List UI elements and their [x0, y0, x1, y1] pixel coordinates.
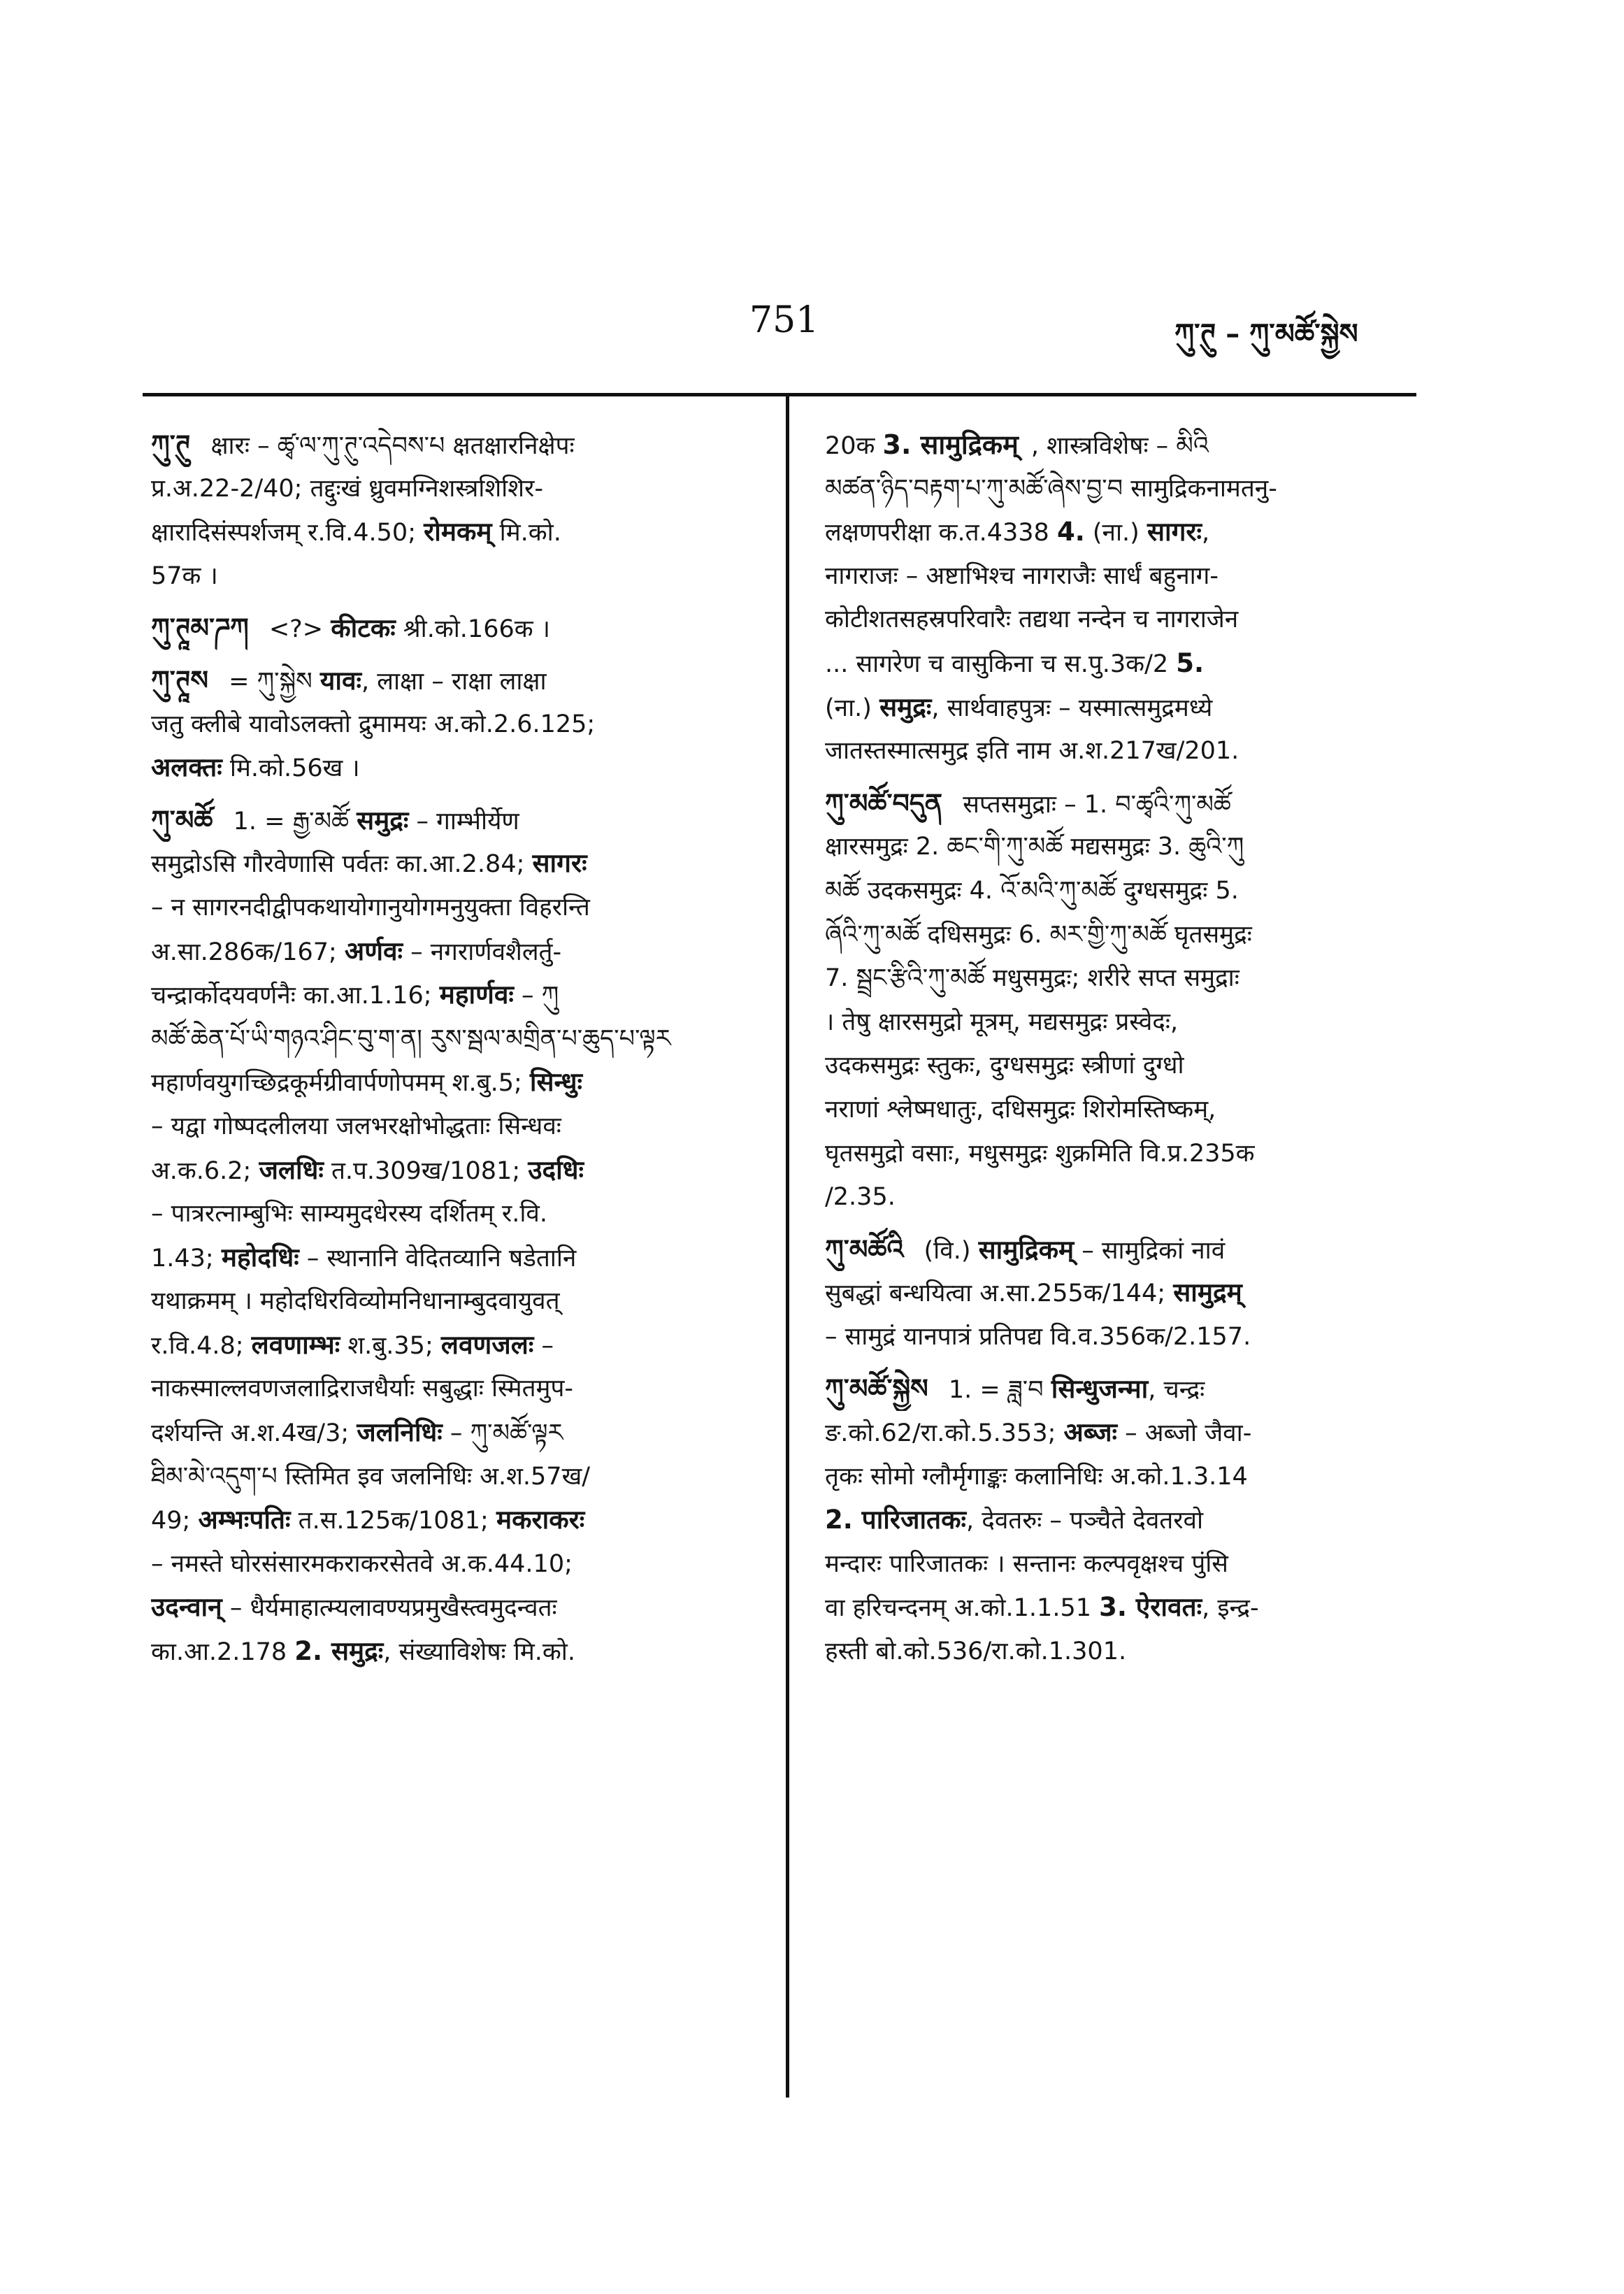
entry-text: – ཀུ་མཚོ་ལྟར: [442, 1419, 563, 1448]
entry-text: – पात्ररत्नाम्बुभिः साम्यमुदधेरस्य दर्शितम् र.वि.: [151, 1200, 548, 1228]
bold-term: रोमकम्: [424, 517, 492, 547]
entry-text: ཞོའི་ཀུ་མཚོ दधिसमुद्रः 6. མར་གྱི་ཀུ་མཚོ घृतसमुद्रः: [825, 920, 1252, 949]
entry-text: र.वि.4.8;: [151, 1331, 252, 1360]
entry-text: , सार्थवाहपुत्रः – यस्मात्समुद्रमध्ये: [931, 694, 1213, 722]
entry-text: हस्ती बो.को.536/रा.को.1.301.: [825, 1637, 1127, 1666]
entry-text: མཚན་ཉིད་བརྟག་པ་ཀུ་མཚོ་ཞེས་བྱ་བ सामुद्रिकनामतनु-: [825, 474, 1277, 503]
bold-term: सिन्धुः: [529, 1067, 582, 1098]
entry-line: [151, 798, 752, 843]
entry-text: क्षारादिसंस्पर्शजम् र.वि.4.50;: [151, 519, 424, 547]
entry-line: [151, 1542, 752, 1586]
headword: 3. सामुद्रिकम्: [882, 429, 1019, 460]
entry-text: अ.सा.286क/167;: [151, 938, 345, 966]
entry-text: क्षारसमुद्रः 2. ཆང་གི་ཀུ་མཚོ मद्यसमुद्रः 3. ཆུའི་ཀུ: [825, 833, 1244, 861]
entry-line: [825, 1315, 1426, 1359]
entry-line: [825, 1175, 1426, 1219]
entry-line: [825, 1586, 1426, 1630]
bold-term: जलधिः: [259, 1154, 324, 1185]
bold-term: यावः: [319, 665, 362, 696]
entry-line: [151, 467, 752, 511]
entry-line: [151, 1324, 752, 1368]
entry-text: वा हरिचन्दनम् अ.को.1.1.51: [825, 1594, 1100, 1623]
entry-text: का.आ.2.178: [151, 1638, 295, 1667]
headword: ཀུ་ཊཱས: [151, 664, 208, 696]
entry-text: श.बु.35;: [340, 1331, 441, 1360]
entry-gap: [825, 773, 1426, 782]
entry-text: । तेषु क्षारसमुद्रो मूत्रम्, मद्यसमुद्रः प्रस्वेदः,: [825, 1008, 1179, 1036]
entry-text: यथाक्रमम् । महोदधिरविव्योमनिधानाम्बुदवायुवत्: [151, 1287, 560, 1316]
entry-text: , शास्त्रविशेषः – མིའི: [1030, 432, 1209, 460]
entry-line: [151, 1279, 752, 1324]
entry-text: ङ.को.62/रा.को.5.353;: [825, 1419, 1064, 1448]
left-column: [151, 423, 752, 1674]
entry-line: [825, 913, 1426, 957]
dictionary-entry: [151, 606, 752, 650]
bold-term: सागरः: [532, 848, 587, 879]
entry-text: ཐིམ་མེ་འདུག་པ स्तिमित इव जलनिधिः अ.श.57ख/: [151, 1462, 590, 1491]
entry-line: [825, 729, 1426, 773]
entry-text: 1.43;: [151, 1244, 222, 1273]
headword: ཀུ་མཚོའི: [825, 1233, 904, 1265]
dictionary-entry: [825, 1367, 1426, 1673]
entry-text: –: [533, 1331, 554, 1360]
entry-text: 57क ।: [151, 561, 218, 590]
entry-line: [825, 782, 1426, 826]
entry-text: – ཀུ: [513, 982, 559, 1010]
entry-text: , लाक्षा – राक्षा लाक्षा: [361, 667, 547, 696]
entry-text: – यद्वा गोष्पदलीलया जलभरक्षोभोद्धताः सिन्धवः: [151, 1112, 561, 1140]
headword: ཀུ་མཚོ་སྐྱེས: [825, 1373, 928, 1405]
page-number: 751: [749, 299, 819, 341]
entry-line: [151, 1149, 752, 1193]
headword: ཀུ་ཊུ: [151, 429, 191, 460]
entry-line: [151, 886, 752, 930]
entry-line: [825, 554, 1426, 598]
entry-text: मि.को.56ख ।: [222, 754, 360, 783]
entry-text: जतु क्लीबे यावोऽलक्तो द्रुमामयः अ.को.2.6.125;: [151, 710, 596, 738]
entry-line: [151, 1061, 752, 1105]
entry-text: प्र.अ.22-2/40; तद्दुःखं ध्रुवमग्निशस्त्रशिशिर-: [151, 474, 543, 503]
entry-line: [825, 1228, 1426, 1272]
entry-text: – अब्जो जैवा-: [1117, 1419, 1252, 1448]
entry-line: [825, 1367, 1426, 1411]
entry-text: तृकः सोमो ग्लौर्मृगाङ्कः कलानिधिः अ.को.1.3.14: [825, 1462, 1248, 1491]
entry-text: मि.को.: [491, 519, 561, 547]
bold-term: कीटकः: [331, 613, 396, 644]
entry-line: [825, 1411, 1426, 1455]
entry-line: [151, 1455, 752, 1499]
entry-text: घृतसमुद्रो वसाः, मधुसमुद्रः शुक्रमिति वि.प्र.235क: [825, 1139, 1255, 1168]
entry-line: [825, 598, 1426, 642]
dictionary-entry: [151, 659, 752, 790]
entry-text: नराणां श्लेष्मधातुः, दधिसमुद्रः शिरोमस्तिष्कम्,: [825, 1095, 1216, 1124]
bold-term: जलनिधिः: [357, 1417, 443, 1448]
entry-line: [151, 1630, 752, 1674]
entry-text: चन्द्रार्कोदयवर्णनैः का.आ.1.16;: [151, 982, 440, 1010]
headword: ཀུ་མཚོ: [151, 804, 213, 836]
entry-line: [151, 973, 752, 1017]
bold-term: 4.: [1056, 517, 1085, 547]
bold-term: अब्जः: [1063, 1417, 1117, 1448]
entry-line: [825, 1132, 1426, 1176]
dictionary-entry: [825, 782, 1426, 1219]
entry-text: लक्षणपरीक्षा क.त.4338: [825, 519, 1057, 547]
bold-term: 2. पारिजातकः: [825, 1505, 967, 1535]
bold-term: 5.: [1176, 647, 1205, 678]
entry-text: , संख्याविशेषः मि.को.: [383, 1638, 575, 1667]
bold-term: उदधिः: [528, 1154, 584, 1185]
entry-line: [825, 1455, 1426, 1499]
entry-text: 49;: [151, 1507, 199, 1535]
entry-line: [825, 510, 1426, 554]
entry-text: त.स.125क/1081;: [290, 1507, 496, 1535]
entry-text: समुद्रोऽसि गौरवेणासि पर्वतः का.आ.2.84;: [151, 850, 533, 879]
entry-line: [151, 1367, 752, 1411]
entry-line: [151, 930, 752, 974]
entry-text: – सामुद्रं यानपात्रं प्रतिपद्य वि.व.356क/2.157.: [825, 1322, 1251, 1351]
dictionary-entry: [151, 423, 752, 598]
entry-text: – नगरार्णवशैलर्तु-: [403, 938, 562, 966]
entry-gap: [825, 1359, 1426, 1367]
bold-term: 3. ऐरावतः: [1099, 1592, 1202, 1623]
entry-line: [151, 1017, 752, 1061]
entry-text: अ.क.6.2;: [151, 1156, 259, 1185]
entry-text: /2.35.: [825, 1183, 896, 1212]
entry-line: [825, 642, 1426, 686]
bold-term: महार्णवः: [439, 980, 514, 1010]
entry-line: [151, 1105, 752, 1149]
bold-term: उदन्वान्: [151, 1592, 222, 1623]
entry-line: [151, 554, 752, 598]
entry-text: མཚོ उदकसमुद्रः 4. འོ་མའི་ཀུ་མཚོ दुग्धसमुद्रः 5.: [825, 876, 1239, 905]
bold-term: सिन्धुजन्मा: [1051, 1374, 1149, 1405]
entry-line: [151, 423, 752, 467]
entry-line: [825, 423, 1426, 467]
entry-text: – नमस्ते घोरसंसारमकराकरसेतवे अ.क.44.10;: [151, 1549, 573, 1578]
entry-line: [825, 1001, 1426, 1045]
bold-term: 2. समुद्रः: [294, 1636, 384, 1667]
entry-text: – न सागरनदीद्वीपकथायोगानुयोगमनुयुक्ता विहरन्ति: [151, 893, 590, 922]
entry-line: [151, 1586, 752, 1630]
bold-term: अम्भःपतिः: [198, 1505, 291, 1535]
bold-term: मकराकरः: [496, 1505, 585, 1535]
entry-line: [825, 956, 1426, 1001]
entry-line: [825, 686, 1426, 730]
bold-term: लवणाम्भः: [251, 1329, 340, 1360]
entry-text: महार्णवयुगच्छिद्रकूर्मग्रीवार्पणोपमम् श.बु.5;: [151, 1069, 530, 1098]
entry-line: [151, 746, 752, 790]
bold-term: लवणजलः: [440, 1329, 534, 1360]
entry-text: सुबद्धां बन्धयित्वा अ.सा.255क/144;: [825, 1279, 1174, 1308]
entry-line: [151, 510, 752, 554]
running-head: ཀུ་ཊུ – ཀུ་མཚོ་སྐྱེས: [1174, 318, 1358, 350]
entry-text: – स्थानानि वेदितव्यानि षडेतानि: [299, 1244, 577, 1273]
entry-text: श्री.को.166क ।: [395, 615, 551, 644]
headword: ཀུ་ཊཱམ་ཌཀ: [151, 612, 249, 644]
entry-text: 1. = ཟླ་བ: [940, 1376, 1051, 1405]
entry-line: [151, 659, 752, 703]
bold-term: महोदधिः: [221, 1242, 299, 1273]
dictionary-entry: [151, 798, 752, 1674]
entry-text: – गाम्भीर्येण: [408, 807, 519, 836]
column-divider: [786, 395, 789, 2098]
entry-gap: [151, 650, 752, 659]
entry-text: जातस्तस्मात्समुद्र इति नाम अ.श.217ख/201.: [825, 737, 1239, 766]
entry-text: क्षारः – ཚྭ་ལ་ཀུ་ཊུ་འདེབས་པ क्षतक्षारनिक्षेपः: [203, 432, 575, 460]
entry-line: [151, 1192, 752, 1236]
entry-line: [151, 842, 752, 886]
entry-text: उदकसमुद्रः स्तुकः, दुग्धसमुद्रः स्त्रीणां दुग्धो: [825, 1052, 1184, 1080]
entry-line: [151, 1411, 752, 1455]
entry-text: (वि.): [916, 1236, 979, 1265]
entry-text: मन्दारः पारिजातकः । सन्तानः कल्पवृक्षश्च पुंसि: [825, 1549, 1228, 1578]
entry-line: [825, 869, 1426, 913]
entry-text: नागराजः – अष्टाभिश्च नागराजैः सार्धं बहुनाग-: [825, 561, 1219, 590]
entry-line: [151, 703, 752, 747]
entry-line: [825, 1630, 1426, 1674]
bold-term: अर्णवः: [344, 935, 403, 966]
entry-text: – सामुद्रिकां नावं: [1074, 1236, 1226, 1265]
entry-text: (ना.): [825, 694, 880, 722]
entry-text: 7. སྦྲང་རྩིའི་ཀུ་མཚོ मधुसमुद्रः; शरीरे सप्त समुद्राः: [825, 964, 1239, 993]
bold-term: सामुद्रम्: [1173, 1277, 1242, 1308]
headword: ཀུ་མཚོ་བདུན: [825, 787, 943, 819]
entry-text: – धैर्यमाहात्म्यलावण्यप्रमुखैस्त्वमुदन्वतः: [222, 1594, 557, 1623]
entry-gap: [151, 790, 752, 798]
entry-text: दर्शयन्ति अ.श.4ख/3;: [151, 1419, 357, 1448]
entry-line: [825, 1088, 1426, 1132]
entry-gap: [151, 598, 752, 606]
dictionary-entry: [825, 423, 1426, 773]
entry-line: [825, 825, 1426, 869]
entry-text: 1. = རྒྱ་མཚོ: [225, 807, 357, 836]
entry-text: (ना.): [1084, 519, 1147, 547]
entry-text: 20क: [825, 432, 883, 460]
bold-term: सागरः: [1147, 517, 1202, 547]
bold-term: समुद्रः: [357, 805, 409, 836]
entry-line: [825, 1542, 1426, 1586]
entry-line: [151, 606, 752, 650]
entry-text: མཚོ་ཆེན་པོ་ཡི་གཉའ་ཤིང་བུ་ག་ན། རུས་སྦལ་མགྲིན་པ་ཆུད་པ་ལྟར: [151, 1024, 671, 1053]
entry-text: ... सागरेण च वासुकिना च स.पु.3क/2: [825, 650, 1177, 678]
entry-text: = ཀུ་སྐྱེས: [220, 667, 320, 696]
entry-gap: [825, 1219, 1426, 1228]
entry-line: [825, 1271, 1426, 1315]
entry-text: कोटीशतसहस्रपरिवारैः तद्यथा नन्देन च नागराजेन: [825, 605, 1239, 634]
bold-term: सामुद्रिकम्: [978, 1234, 1075, 1265]
entry-text: नाकस्माल्लवणजलाद्रिराजधैर्याः सबुद्धाः स्मितमुप-: [151, 1375, 573, 1403]
bold-term: समुद्रः: [879, 691, 932, 722]
entry-text: , इन्द्र-: [1202, 1594, 1259, 1623]
dictionary-entry: [825, 1228, 1426, 1359]
entry-text: , देवतरुः – पञ्चैते देवतरवो: [966, 1507, 1204, 1535]
entry-text: सप्तसमुद्राः – 1. བ་ཚྭའི་ཀུ་མཚོ: [955, 790, 1231, 819]
entry-line: [151, 1498, 752, 1542]
entry-text: ,: [1202, 519, 1210, 547]
entry-line: [825, 467, 1426, 511]
entry-line: [151, 1236, 752, 1280]
entry-line: [825, 1498, 1426, 1542]
entry-text: , चन्द्रः: [1148, 1376, 1205, 1405]
entry-text: <?>: [261, 615, 331, 644]
entry-text: त.प.309ख/1081;: [323, 1156, 529, 1185]
header-rule: [143, 393, 1416, 396]
right-column: [825, 423, 1426, 1674]
entry-line: [825, 1044, 1426, 1088]
bold-term: अलक्तः: [151, 752, 222, 783]
